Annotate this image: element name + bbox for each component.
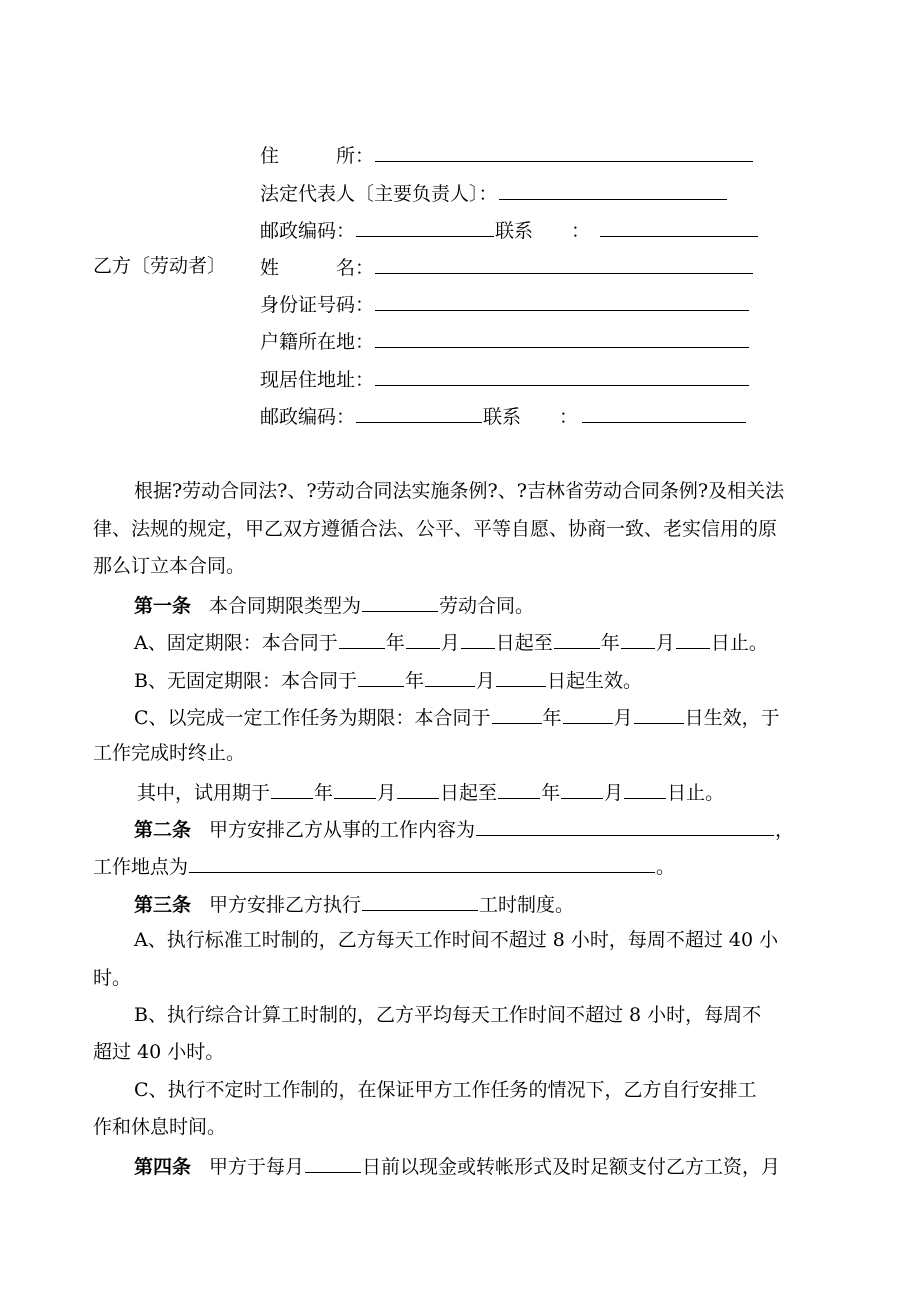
address-label: 住 所： [260, 145, 375, 167]
article-2-title: 第二条 [134, 819, 192, 841]
article-1-text-b: 劳动合同。 [439, 595, 535, 617]
party-b-heading: 乙方〔劳动者〕 [93, 255, 227, 277]
postcode-field[interactable] [356, 217, 494, 237]
work-location-field[interactable] [189, 853, 655, 873]
start-year-field[interactable] [339, 629, 385, 649]
party-a-postcode-row [260, 217, 759, 241]
hukou-label: 户籍所在地： [260, 331, 375, 353]
end-year-field[interactable] [554, 629, 600, 649]
work-location-row [93, 853, 675, 877]
article-2-text: 甲方安排乙方从事的工作内容为 [209, 819, 476, 841]
article-2-row [134, 816, 794, 840]
contact-colon: ： [559, 406, 579, 428]
job-content-field[interactable] [476, 816, 774, 836]
year-label: 年 [542, 707, 562, 729]
trial-period-row [137, 779, 724, 803]
day-end-label: 日止。 [710, 632, 768, 654]
work-hours-system-field[interactable] [362, 891, 478, 911]
preamble-line-1: 根据?劳动合同法?、?劳动合同法实施条例?、?吉林省劳动合同条例?及相关法 [134, 480, 785, 502]
trial-start-year-field[interactable] [271, 779, 313, 799]
article-3-row [134, 891, 574, 915]
start-month-field[interactable] [425, 667, 475, 687]
end-month-field[interactable] [621, 629, 655, 649]
year-label: 年 [404, 670, 424, 692]
start-year-field[interactable] [492, 704, 542, 724]
residence-field[interactable] [375, 366, 749, 386]
article-3-text-a: 甲方安排乙方执行 [209, 894, 362, 916]
open-term-label: B、无固定期限：本合同于 [134, 670, 357, 692]
party-b-residence-row [260, 366, 750, 390]
day-effective-c-label: 日生效，于 [684, 707, 780, 729]
article-2-period: 。 [656, 856, 676, 878]
contract-type-field[interactable] [362, 592, 438, 612]
trial-end-month-field[interactable] [561, 779, 603, 799]
article-4-text-a: 甲方于每月 [209, 1156, 305, 1178]
trial-label: 其中，试用期于 [137, 782, 271, 804]
party-b-name-row [260, 254, 754, 278]
month-label: 月 [475, 670, 495, 692]
postcode-label: 邮政编码： [260, 220, 356, 242]
end-day-field[interactable] [676, 629, 710, 649]
name-label: 姓 名： [260, 257, 375, 279]
preamble-line-2: 律、法规的规定，甲乙双方遵循合法、公平、平等自愿、协商一致、老实信用的原 [93, 518, 778, 540]
article-3-title: 第三条 [134, 894, 192, 916]
article-3-b-line-1: B、执行综合计算工时制的，乙方平均每天工作时间不超过 8 小时，每周不 [134, 1004, 762, 1026]
article-2-comma: ， [775, 819, 795, 841]
start-day-field[interactable] [634, 704, 684, 724]
hukou-field[interactable] [375, 328, 749, 348]
contact-field[interactable] [600, 217, 758, 237]
id-field[interactable] [375, 291, 749, 311]
year-label: 年 [314, 782, 334, 804]
trial-end-year-field[interactable] [498, 779, 540, 799]
fixed-term-label: A、固定期限：本合同于 [134, 632, 338, 654]
party-b-id-row [260, 291, 750, 315]
article-1-row [134, 592, 534, 616]
year-label: 年 [600, 632, 620, 654]
day-effective-label: 日起生效。 [547, 670, 643, 692]
article-4-row [134, 1153, 780, 1177]
postcode-field[interactable] [356, 403, 482, 423]
article-1-text-a: 本合同期限类型为 [209, 595, 362, 617]
residence-label: 现居住地址： [260, 369, 375, 391]
article-1-a-row [134, 629, 768, 653]
article-3-a-line-2: 时。 [93, 967, 132, 989]
article-4-title: 第四条 [134, 1156, 192, 1178]
payday-field[interactable] [305, 1153, 361, 1173]
party-a-address-row [260, 142, 754, 166]
id-label: 身份证号码： [260, 294, 375, 316]
article-1-c-row [134, 704, 780, 728]
contact-label: 联系 ： [495, 220, 591, 242]
article-1-title: 第一条 [134, 595, 192, 617]
contact-label: 联系 [483, 406, 522, 428]
party-a-legal-rep-row [260, 180, 728, 204]
month-label: 月 [604, 782, 624, 804]
month-label: 月 [613, 707, 633, 729]
start-year-field[interactable] [358, 667, 404, 687]
work-location-label: 工作地点为 [93, 856, 189, 878]
start-day-field[interactable] [461, 629, 495, 649]
article-3-text-b: 工时制度。 [479, 894, 575, 916]
party-b-postcode-row [260, 403, 747, 427]
month-label: 月 [655, 632, 675, 654]
contact-field[interactable] [582, 403, 746, 423]
postcode-label: 邮政编码： [260, 406, 356, 428]
party-b-hukou-row [260, 328, 750, 352]
article-3-c-line-1: C、执行不定时工作制的，在保证甲方工作任务的情况下，乙方自行安排工 [134, 1079, 757, 1101]
preamble-line-3: 那么订立本合同。 [93, 555, 246, 577]
address-field[interactable] [375, 142, 753, 162]
start-month-field[interactable] [406, 629, 440, 649]
year-label: 年 [541, 782, 561, 804]
day-from-label: 日起至 [440, 782, 498, 804]
article-3-b-line-2: 超过 40 小时。 [93, 1041, 225, 1063]
trial-end-day-field[interactable] [624, 779, 666, 799]
start-day-field[interactable] [496, 667, 546, 687]
name-field[interactable] [375, 254, 753, 274]
legal-rep-field[interactable] [499, 180, 727, 200]
article-3-c-line-2: 作和休息时间。 [93, 1116, 227, 1138]
article-1-b-row [134, 667, 642, 691]
start-month-field[interactable] [563, 704, 613, 724]
day-end-label: 日止。 [667, 782, 725, 804]
trial-start-day-field[interactable] [397, 779, 439, 799]
year-label: 年 [385, 632, 405, 654]
article-3-a-line-1: A、执行标准工时制的，乙方每天工作时间不超过 8 小时，每周不超过 40 小 [134, 929, 779, 951]
day-from-label: 日起至 [495, 632, 553, 654]
article-1-c-line-2: 工作完成时终止。 [93, 742, 246, 764]
month-label: 月 [440, 632, 460, 654]
legal-rep-label: 法定代表人〔主要负责人〕： [260, 183, 498, 205]
month-label: 月 [377, 782, 397, 804]
trial-start-month-field[interactable] [334, 779, 376, 799]
article-4-text-b: 日前以现金或转帐形式及时足额支付乙方工资，月 [362, 1156, 781, 1178]
task-term-label: C、以完成一定工作任务为期限：本合同于 [134, 707, 491, 729]
